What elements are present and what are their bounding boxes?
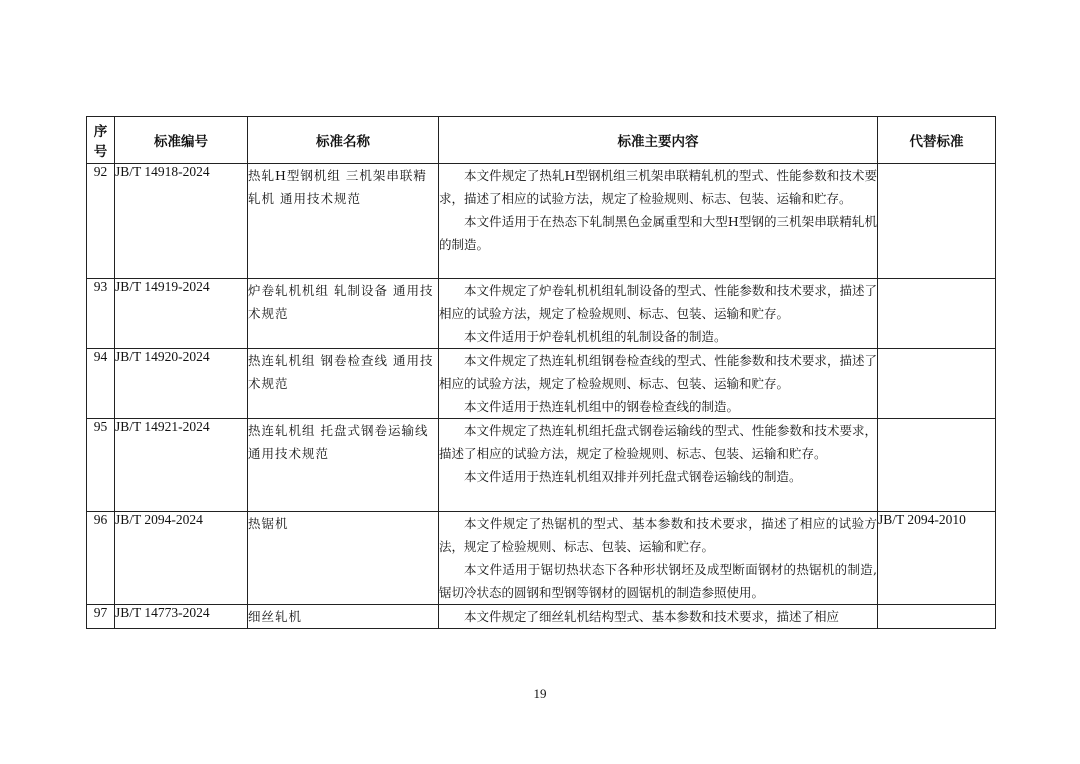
- standard-name: 热锯机: [248, 512, 439, 605]
- standard-name: 热连轧机组 托盘式钢卷运输线 通用技术规范: [248, 419, 439, 512]
- standard-name: 热连轧机组 钢卷检查线 通用技术规范: [248, 349, 439, 419]
- table-row: [87, 349, 996, 419]
- standard-code: JB/T 14920-2024: [115, 349, 248, 419]
- replaces-standard: [878, 349, 996, 419]
- header-seq: 序 号: [87, 117, 115, 164]
- standard-content: [439, 512, 878, 605]
- standard-name: 细丝轧机: [248, 605, 439, 629]
- table-row: [87, 512, 996, 605]
- content-paragraph: 本文件适用于热连轧机组双排并列托盘式钢卷运输线的制造。: [464, 469, 802, 484]
- table-row: [87, 605, 996, 629]
- table-row: [87, 164, 996, 279]
- standard-code: JB/T 14918-2024: [115, 164, 248, 279]
- table-row: [87, 419, 996, 512]
- row-number: 96: [87, 512, 115, 605]
- page-number: 19: [533, 686, 547, 701]
- row-number: 93: [87, 279, 115, 349]
- standard-content: [439, 419, 878, 512]
- standard-name: 炉卷轧机机组 轧制设备 通用技术规范: [248, 279, 439, 349]
- header-content: 标准主要内容: [439, 117, 878, 164]
- replaces-standard: JB/T 2094-2010: [878, 512, 996, 605]
- standard-code: JB/T 14921-2024: [115, 419, 248, 512]
- replaces-standard: [878, 164, 996, 279]
- standards-table: [86, 116, 996, 629]
- row-number: 95: [87, 419, 115, 512]
- row-number: 94: [87, 349, 115, 419]
- header-code: 标准编号: [115, 117, 248, 164]
- standard-content: [439, 164, 878, 279]
- standard-content: [439, 349, 878, 419]
- standard-content: [439, 279, 878, 349]
- standard-code: JB/T 14919-2024: [115, 279, 248, 349]
- standard-content: [439, 605, 878, 629]
- replaces-standard: [878, 605, 996, 629]
- content-paragraph: 本文件规定了细丝轧机结构型式、基本参数和技术要求，描述了相应: [464, 609, 840, 624]
- content-paragraph: 本文件规定了热连轧机组托盘式钢卷运输线的型式、性能参数和技术要求，描述了相应的试验方法，规定了检验规则、标志、包装、运输和贮存。: [439, 423, 877, 461]
- replaces-standard: [878, 279, 996, 349]
- header-replaces: 代替标准: [878, 117, 996, 164]
- content-paragraph: 本文件适用于锯切热状态下各种形状钢坯及成型断面钢材的热锯机的制造,锯切冷状态的圆钢和型钢等钢材的圆锯机的制造参照使用。: [439, 562, 877, 600]
- table-header-row: [87, 117, 996, 164]
- content-paragraph: 本文件适用于炉卷轧机机组的轧制设备的制造。: [464, 329, 727, 344]
- content-paragraph: 本文件规定了热连轧机组钢卷检查线的型式、性能参数和技术要求，描述了相应的试验方法，规定了检验规则、标志、包装、运输和贮存。: [439, 353, 877, 391]
- content-paragraph: 本文件适用于在热态下轧制黑色金属重型和大型H型钢的三机架串联精轧机的制造。: [439, 214, 877, 252]
- standard-code: JB/T 2094-2024: [115, 512, 248, 605]
- standard-code: JB/T 14773-2024: [115, 605, 248, 629]
- content-paragraph: 本文件规定了热锯机的型式、基本参数和技术要求，描述了相应的试验方法，规定了检验规则、标志、包装、运输和贮存。: [439, 516, 877, 554]
- content-paragraph: 本文件规定了热轧H型钢机组三机架串联精轧机的型式、性能参数和技术要求，描述了相应的试验方法，规定了检验规则、标志、包装、运输和贮存。: [439, 168, 877, 206]
- content-paragraph: 本文件适用于热连轧机组中的钢卷检查线的制造。: [464, 399, 740, 414]
- header-name: 标准名称: [248, 117, 439, 164]
- table-row: [87, 279, 996, 349]
- row-number: 92: [87, 164, 115, 279]
- content-paragraph: 本文件规定了炉卷轧机机组轧制设备的型式、性能参数和技术要求，描述了相应的试验方法，规定了检验规则、标志、包装、运输和贮存。: [439, 283, 877, 321]
- replaces-standard: [878, 419, 996, 512]
- row-number: 97: [87, 605, 115, 629]
- standard-name: 热轧H型钢机组 三机架串联精轧机 通用技术规范: [248, 164, 439, 279]
